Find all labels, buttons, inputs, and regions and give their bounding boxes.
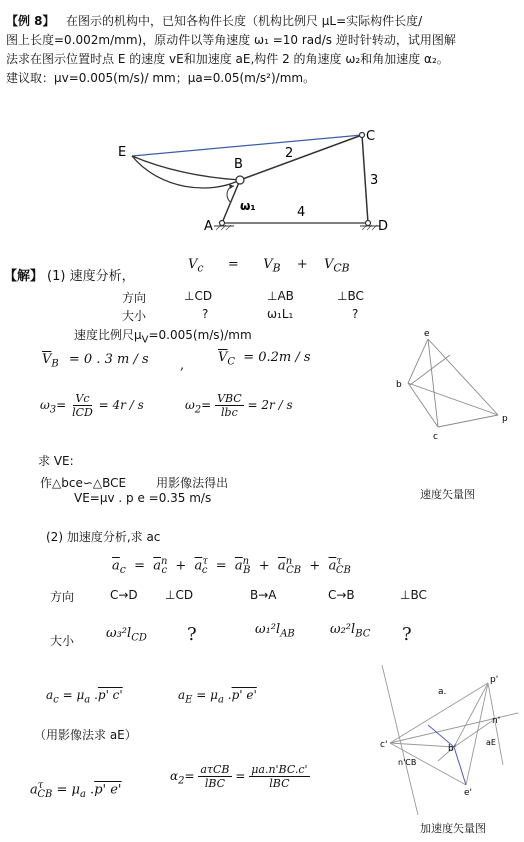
joint-a: [220, 221, 225, 226]
solution-header: 【解】 (1) 速度分析，: [4, 269, 135, 284]
acceleration-diagram-caption: 加速度矢量图: [420, 822, 486, 835]
label-b: B: [234, 157, 243, 172]
find-ve: 求 VE:: [38, 454, 74, 468]
acc-label-p: p': [490, 675, 499, 685]
vb-result: $\overline{V}_B = 0$ . 3 m / s: [42, 352, 149, 370]
label-omega: ω₁: [240, 199, 256, 213]
joint-c: [360, 133, 365, 138]
link-ec: [132, 135, 362, 156]
label-e: E: [118, 145, 127, 160]
vel-label-c: c: [433, 432, 438, 442]
acc-label-e: e': [464, 788, 473, 798]
label-link-4: 4: [297, 205, 306, 220]
problem-line-4: 建议取：μv=0.005(m/s)/ mm；μa=0.05(m/s²)/mm。: [6, 71, 316, 85]
acc-label-ae: aE: [486, 738, 496, 747]
velocity-magnitude-row: 大小 ? ω₁L₁ ?: [122, 307, 359, 323]
vel-label-e: e: [424, 329, 430, 339]
alpha2-formula: $\alpha_2=$ $\frac{\text{aτCB}}{\text{lBC}}$ = $\frac{\mu a.n'BC.c'}{\text{lBC}}$: [170, 763, 308, 790]
label-d: D: [378, 219, 389, 234]
label-link-2: 2: [285, 146, 294, 161]
ac-formula: $a_c = \mu_a$ .p' c': [46, 688, 123, 706]
ground-hatch: [216, 225, 377, 230]
link-eb-curve: [132, 156, 240, 188]
acc-label-c: c': [380, 740, 388, 750]
ae-formula: $a_E = \mu_a$ .p' e': [178, 688, 257, 706]
velocity-polygon: [390, 325, 515, 445]
ve-result: VE=μv . p e =0.35 m/s: [74, 491, 212, 505]
velocity-equation: $V_c$ = $V_B + V_{CB}$: [188, 257, 350, 275]
acb-formula: $a^\tau_{CB} = \mu_a$ .p' e': [30, 780, 122, 800]
acc-label-n: n': [492, 716, 501, 726]
problem-line-3: 法求在图示位置时点 E 的速度 vE和加速度 aE,构件 2 的角速度 ω₂和角加速度 α₂。: [6, 52, 449, 66]
link-cd: [362, 135, 368, 223]
acceleration-direction-row: 方向 C→D ⊥CD B→A C→B ⊥BC: [50, 588, 427, 604]
joint-d: [366, 221, 371, 226]
velocity-diagram-caption: 速度矢量图: [420, 488, 475, 501]
problem-line-1: 【例 8】 在图示的机构中，已知各构件长度（机构比例尺 μL=实际构件长度/: [6, 14, 423, 28]
omega2-result: $\omega_2=$ $\frac{\text{VBC}}{\text{lbc}}$ = 2r / s: [185, 392, 293, 419]
joint-b: [236, 176, 244, 184]
vc-result: $\overline{V}_C = 0.2m / s$: [218, 350, 311, 368]
problem-line-2: 图上长度=0.002m/mm)，原动件以等角速度 ω₁ =10 rad/s 逆时针转动，试用图解: [6, 33, 456, 47]
velocity-direction-row: 方向 ⊥CD ⊥AB ⊥BC: [122, 289, 364, 305]
example-tag: 【例 8】: [6, 14, 55, 28]
acceleration-equation: $\overline{a}_c = \overline{a}^n_c + \overline{a}^\tau_c = \overline{a}^n_B + \overline{a}^n_{CB} + \overline{a}^\tau_{CB}$: [112, 556, 351, 576]
acc-label-ncb: n'CB: [398, 758, 417, 767]
acc-label-a: a.: [438, 687, 447, 697]
acceleration-magnitude-row: 大小 $\omega_3^2l_{CD}$ ? $\omega_1^2l_{AB}$ $\omega_2^2l_{BC}$ ?: [50, 622, 412, 648]
vel-label-p: p: [502, 414, 508, 424]
label-c: C: [366, 129, 376, 144]
acceleration-polygon: [368, 665, 520, 815]
link-bc: [240, 135, 362, 180]
velocity-scale: 速度比例尺$\mu_V=0.005(m/s)/mm$: [74, 328, 252, 346]
vel-label-b: b: [396, 380, 402, 390]
ae-note: （用影像法求 aE）: [34, 728, 137, 742]
mechanism-diagram: [100, 120, 400, 240]
acc-label-b: b': [448, 744, 457, 754]
omega3-result: $\omega_3=$ $\frac{Vc}{\text{lCD}}$ = 4r / s: [40, 392, 144, 419]
label-link-3: 3: [370, 173, 379, 188]
problem-statement: [6, 12, 520, 88]
acceleration-header: (2) 加速度分析,求 ac: [46, 530, 161, 544]
label-a: A: [204, 219, 213, 234]
similar-triangle: 作△bce∽△BCE 用影像法得出: [40, 476, 229, 490]
comma: ,: [180, 358, 185, 373]
